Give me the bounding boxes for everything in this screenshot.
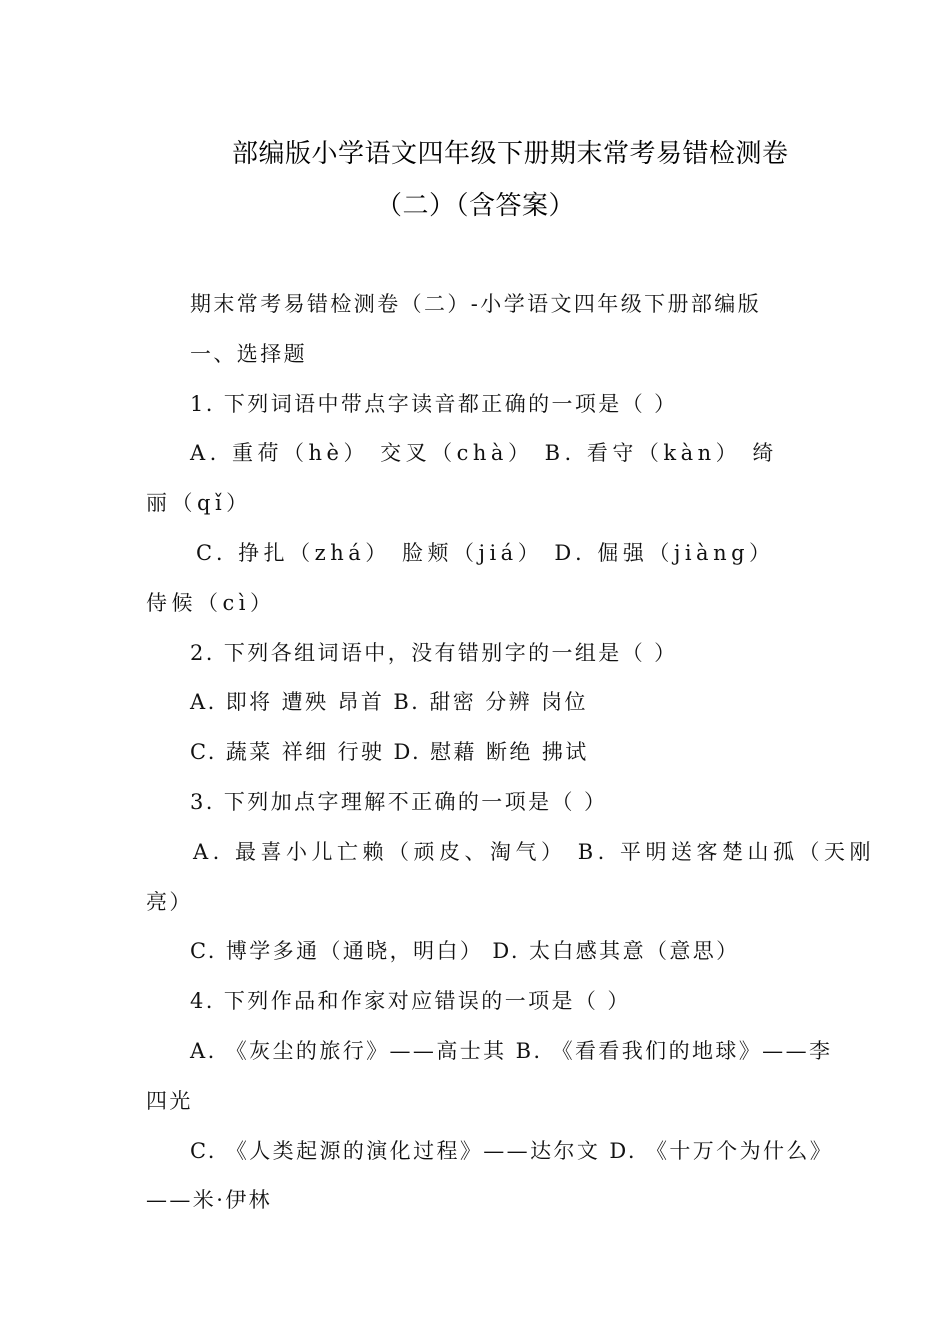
question-3-stem: 3. 下列加点字理解不正确的一项是（ ） — [190, 790, 608, 814]
question-1-options-ab-cont: 丽（qǐ） — [146, 491, 252, 515]
question-3-options-ab: A. 最喜小儿亡赖（顽皮、淘气） B. 平明送客楚山孤（天刚 — [193, 840, 875, 864]
question-2-options-ab: A. 即将 遭殃 昂首 B. 甜密 分辨 岗位 — [190, 690, 588, 714]
question-4-stem: 4. 下列作品和作家对应错误的一项是（ ） — [190, 989, 631, 1013]
question-4-options-ab-cont: 四光 — [146, 1089, 193, 1113]
question-4-options-ab: A. 《灰尘的旅行》——高士其 B. 《看看我们的地球》——李 — [190, 1039, 833, 1063]
question-4-options-cd: C. 《人类起源的演化过程》——达尔文 D. 《十万个为什么》 — [190, 1139, 834, 1163]
question-4-options-cd-cont: ——米·伊林 — [146, 1188, 273, 1212]
document-title-line-1: 部编版小学语文四年级下册期末常考易错检测卷 — [232, 139, 789, 169]
question-1-stem: 1. 下列词语中带点字读音都正确的一项是（ ） — [190, 392, 678, 416]
question-1-options-cd: C. 挣扎（zhá） 脸颊（jiá） D. 倔强（jiàng） — [196, 541, 775, 565]
question-2-stem: 2. 下列各组词语中，没有错别字的一组是（ ） — [190, 641, 678, 665]
document-subtitle: 期末常考易错检测卷（二）-小学语文四年级下册部编版 — [190, 292, 762, 316]
question-3-options-cd: C. 博学多通（通晓，明白） D. 太白感其意（意思） — [190, 939, 740, 963]
question-2-options-cd: C. 蔬菜 祥细 行驶 D. 慰藉 断绝 拂试 — [190, 740, 589, 764]
question-3-options-ab-cont: 亮） — [146, 890, 193, 914]
section-heading-choice: 一、选择题 — [190, 342, 307, 366]
document-title-line-2: （二）（含答案） — [376, 191, 576, 221]
question-1-options-cd-cont: 侍候（cì） — [146, 591, 276, 615]
question-1-options-ab: A. 重荷（hè） 交叉（chà） B. 看守（kàn） 绮 — [190, 441, 778, 465]
